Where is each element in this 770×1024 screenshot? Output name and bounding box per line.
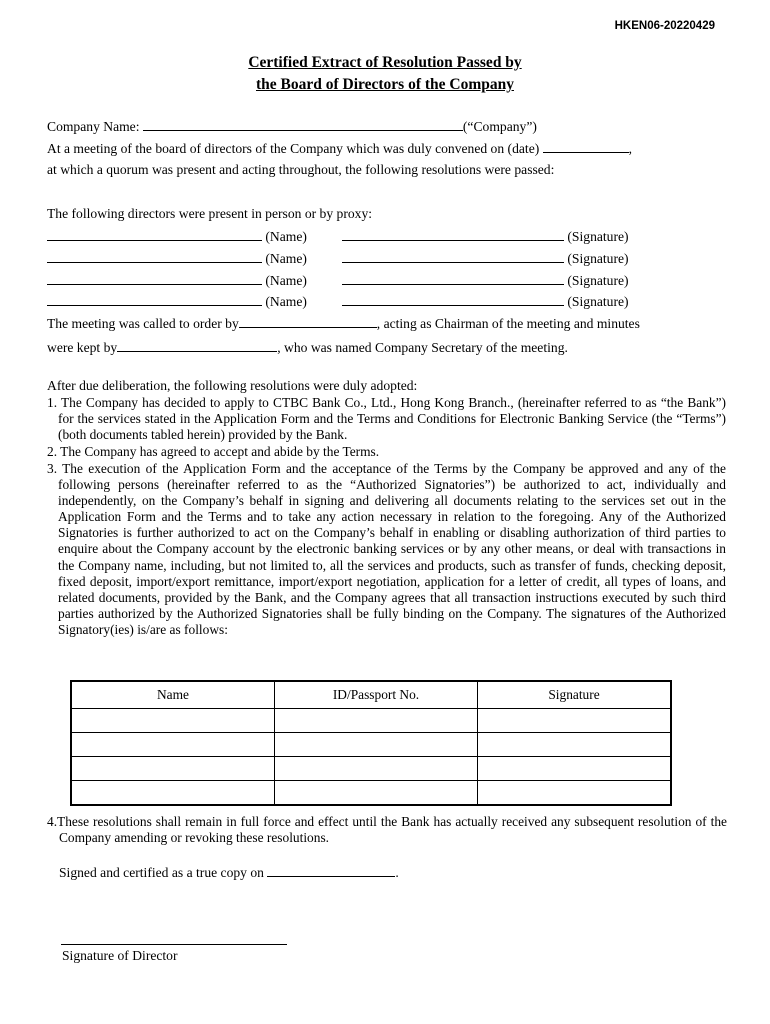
- chairman-row: [47, 315, 640, 332]
- secretary-prefix: were kept by: [47, 340, 118, 355]
- table-cell[interactable]: [478, 757, 672, 781]
- certified-row: [59, 864, 399, 881]
- name-label: (Name): [265, 251, 307, 266]
- chairman-field[interactable]: [239, 315, 377, 328]
- resolution-1: 1. The Company has decided to apply to CTBC Bank Co., Ltd., Hong Kong Branch., (hereinafter referred to as “the Bank”) for the services stated in the Application Form and the Terms and Conditions for Electronic Banking Service (the “Terms”) (both documents tabled herein) provided by the Bank.: [47, 395, 726, 443]
- quorum-line: at which a quorum was present and acting throughout, the following resolutions were passed:: [47, 162, 555, 177]
- secretary-row: [47, 339, 568, 356]
- director-signature-field[interactable]: [342, 272, 564, 285]
- director-signature-field[interactable]: [342, 293, 564, 306]
- director-name-field[interactable]: [47, 272, 262, 285]
- table-row: [71, 733, 671, 757]
- director-name-field[interactable]: [47, 293, 262, 306]
- table-row: [71, 757, 671, 781]
- meeting-date-field[interactable]: [543, 140, 629, 153]
- director-signature-field[interactable]: [342, 228, 564, 241]
- director-signature-line[interactable]: [61, 944, 287, 945]
- table-cell[interactable]: [71, 781, 275, 806]
- table-header-name: Name: [71, 681, 275, 709]
- document-code: HKEN06-20220429: [614, 20, 715, 32]
- secretary-field[interactable]: [117, 339, 277, 352]
- signature-label: (Signature): [567, 294, 629, 309]
- meeting-row: [47, 140, 632, 157]
- signature-label: (Signature): [567, 273, 629, 288]
- deliberation-text: After due deliberation, the following resolutions were duly adopted:: [47, 378, 418, 393]
- certified-prefix: Signed and certified as a true copy on: [59, 865, 264, 880]
- director-signature-row: [342, 293, 629, 310]
- director-row: [47, 250, 307, 267]
- signature-label: (Signature): [567, 251, 629, 266]
- meeting-text: At a meeting of the board of directors of the Company which was duly convened on (date): [47, 141, 540, 156]
- signature-of-director-label: Signature of Director: [62, 948, 178, 963]
- director-row: [47, 228, 307, 245]
- secretary-suffix: , who was named Company Secretary of the meeting.: [277, 340, 568, 355]
- table-cell[interactable]: [71, 709, 275, 733]
- resolution-4: 4.These resolutions shall remain in full force and effect until the Bank has actually received any subsequent resolution of the Company amending or revoking these resolutions.: [47, 814, 727, 846]
- table-cell[interactable]: [478, 709, 672, 733]
- name-label: (Name): [265, 273, 307, 288]
- company-name-label: Company Name:: [47, 119, 140, 134]
- table-cell[interactable]: [478, 781, 672, 806]
- director-name-field[interactable]: [47, 250, 262, 263]
- table-header-signature: Signature: [478, 681, 672, 709]
- company-name-row: [47, 118, 537, 135]
- table-cell[interactable]: [71, 733, 275, 757]
- directors-intro: The following directors were present in person or by proxy:: [47, 206, 373, 221]
- meeting-end: ,: [628, 141, 633, 156]
- name-label: (Name): [265, 294, 307, 309]
- company-name-field[interactable]: [143, 118, 463, 131]
- signatories-table: [70, 680, 672, 806]
- table-cell[interactable]: [275, 757, 478, 781]
- director-name-field[interactable]: [47, 228, 262, 241]
- director-signature-field[interactable]: [342, 250, 564, 263]
- table-cell[interactable]: [275, 709, 478, 733]
- table-row: [71, 709, 671, 733]
- director-signature-row: [342, 272, 629, 289]
- resolution-2: 2. The Company has agreed to accept and abide by the Terms.: [47, 444, 380, 459]
- table-cell[interactable]: [275, 781, 478, 806]
- director-signature-row: [342, 228, 629, 245]
- table-cell[interactable]: [275, 733, 478, 757]
- director-row: [47, 293, 307, 310]
- signature-label: (Signature): [567, 229, 629, 244]
- title-line-2: the Board of Directors of the Company: [255, 76, 514, 93]
- director-signature-row: [342, 250, 629, 267]
- chairman-suffix: , acting as Chairman of the meeting and minutes: [376, 316, 640, 331]
- certified-date-field[interactable]: [267, 864, 395, 877]
- table-cell[interactable]: [71, 757, 275, 781]
- company-suffix: (“Company”): [462, 119, 537, 134]
- table-cell[interactable]: [478, 733, 672, 757]
- director-row: [47, 272, 307, 289]
- title-line-1: Certified Extract of Resolution Passed by: [248, 54, 522, 71]
- resolution-3: 3. The execution of the Application Form and the acceptance of the Terms by the Company be approved and any of the following persons (hereinafter referred to as the “Authorized Signatories”) be authorized to act, individually and independently, on the Company’s behalf in signing and delivering all documents relating to the services set out in the Application Form and the Terms and to take any action necessary in relation to the foregoing. Any of the Authorized Signatories is further authorized to act on the Company’s behalf in enabling or disabling authorization of third parties to enquire about the Company account by the electronic banking services or by any other means, or deal with transactions in the Company name, including, but not limited to, all the services and products, such as transfer of funds, checking deposit, fixed deposit, import/export remittance, import/export negotiation, application for a letter of credit, all types of loans, and related documents, provided by the Bank, and the Company agrees that all transaction instructions executed by such third parties authorized by the Authorized Signatories shall be fully binding on the Company. The signatures of the Authorized Signatory(ies) is/are as follows:: [47, 461, 726, 637]
- certified-end: .: [395, 865, 399, 880]
- chairman-prefix: The meeting was called to order by: [47, 316, 239, 331]
- name-label: (Name): [265, 229, 307, 244]
- table-header-id: ID/Passport No.: [275, 681, 478, 709]
- table-row: [71, 781, 671, 806]
